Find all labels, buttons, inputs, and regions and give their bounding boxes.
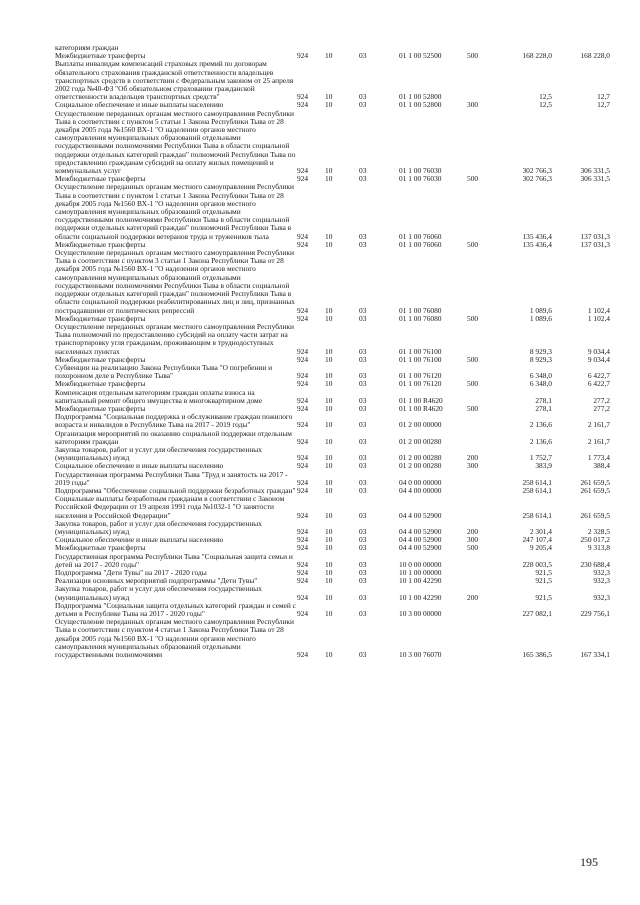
amount-year-2: 2 328,5: [587, 526, 610, 536]
expense-type-code: [467, 577, 494, 585]
section-code: [325, 44, 359, 52]
table-row: [55, 430, 610, 446]
admin-code: 924: [297, 240, 309, 249]
amount-year-1: 383,9: [535, 462, 552, 471]
table-row: [55, 462, 610, 470]
amount-year-2: 6 422,7: [587, 371, 610, 381]
target-article-code: 01 2 00 00280: [399, 462, 442, 471]
admin-code: 924: [297, 650, 309, 660]
table-row: [55, 183, 610, 240]
admin-code: 924: [297, 101, 309, 110]
expense-type-code: 500: [467, 314, 479, 323]
line-item-name: Межбюджетные трансферты: [55, 52, 146, 61]
admin-code: 924: [297, 355, 309, 364]
amount-year-2: 261 659,5: [580, 477, 610, 487]
admin-code: 924: [297, 569, 309, 577]
section-code: 10: [325, 231, 333, 241]
subsection-code: 03: [359, 346, 367, 356]
subsection-code: 03: [359, 231, 367, 241]
section-code: 10: [325, 314, 333, 323]
target-article-code: 01 1 00 R4620: [399, 404, 443, 413]
amount-year-2: 137 031,3: [580, 240, 610, 249]
expense-type-code: [467, 389, 494, 405]
line-item-name: Закупка товаров, работ и услуг для обеспечения государственных (муниципальных) нужд: [55, 445, 262, 463]
amount-year-1: 165 386,5: [522, 650, 552, 660]
line-item-name: Социальные выплаты безработным гражданам в соответствии с Законом Российской Федерации от 19 апреля 1991 года №1032-1 "О занятости населения в Российской Федерации": [55, 495, 285, 520]
subsection-code: 03: [359, 371, 367, 381]
admin-code: 924: [297, 510, 309, 520]
admin-code: 924: [297, 420, 309, 430]
expense-type-code: 500: [467, 380, 479, 389]
table-row: [55, 487, 610, 495]
target-article-code: 10 3 00 76070: [399, 650, 442, 660]
admin-code: 924: [297, 395, 309, 405]
subsection-code: 03: [359, 559, 367, 569]
subsection-code: 03: [359, 420, 367, 430]
admin-code: 924: [297, 314, 309, 323]
target-article-code: 10 1 00 42290: [399, 577, 442, 586]
amount-year-1: 278,1: [535, 404, 552, 413]
amount-year-1: [494, 44, 552, 52]
line-item-name: Межбюджетные трансферты: [55, 380, 146, 389]
line-item-name: Субвенции на реализацию Закона Республики Тыва "О погребении и похоронном деле в Республике Тыва": [55, 363, 273, 381]
table-row: [55, 553, 610, 569]
amount-year-1: 921,5: [535, 569, 552, 577]
target-article-code: 01 1 00 76080: [399, 305, 442, 315]
admin-code: 924: [297, 477, 309, 487]
amount-year-1: 8 929,3: [529, 346, 552, 356]
subsection-code: 03: [359, 436, 367, 446]
line-item-name: Государственная программа Республики Тыва "Труд и занятость на 2017 - 2019 годы": [55, 470, 288, 487]
table-row: [55, 585, 610, 601]
target-article-code: 01 1 00 76030: [399, 175, 442, 184]
amount-year-2: 250 017,2: [580, 536, 610, 545]
amount-year-1: 12,5: [539, 101, 552, 110]
line-item-name: Государственная программа Республики Тыва "Социальная защита семьи и детей на 2017 - 2020 годы": [55, 552, 293, 569]
amount-year-2: 12,7: [597, 101, 610, 110]
table-row: [55, 544, 610, 552]
section-code: 10: [325, 355, 333, 364]
line-item-name: Межбюджетные трансферты: [55, 355, 146, 364]
amount-year-2: 2 161,7: [587, 436, 610, 446]
subsection-code: 03: [359, 92, 367, 102]
amount-year-1: 258 614,1: [522, 477, 552, 487]
amount-year-2: 230 688,4: [580, 559, 610, 569]
line-item-name: Выплаты инвалидам компенсаций страховых премий по договорам обязательного страхования гражданской ответственности владельцев транспортных средств в соответствии с Федеральным законом от 25 апреля 2002 года №40-ФЗ "Об обязательном страховании гражданской ответственности владельцев транспортных средств": [55, 60, 294, 102]
table-row: [55, 405, 610, 413]
target-article-code: 01 1 00 52800: [399, 101, 442, 110]
subsection-code: 03: [359, 569, 367, 577]
subsection-code: 03: [359, 52, 367, 61]
subsection-code: 03: [359, 609, 367, 619]
amount-year-2: 9 034,4: [587, 346, 610, 356]
amount-year-2: 168 228,0: [580, 52, 610, 61]
line-item-name: Осуществление переданных органам местного самоуправления Республики Тыва в соответствии с пунктом 5 статьи 1 Закона Республики Тыва от 28 декабря 2005 года №1560 ВХ-1 "О наделении органов местного самоуправления муниципальных образований отдельными государственными полномочиями Республики Тыва в области социальной поддержки отдельных категорий граждан" полномочий Республики Тыва по предоставлению гражданам субсидий на оплату жилых помещений и коммунальных услуг: [55, 109, 296, 176]
subsection-code: 03: [359, 355, 367, 364]
section-code: 10: [325, 569, 333, 577]
admin-code: 924: [297, 592, 309, 602]
target-article-code: 04 4 00 52900: [399, 526, 442, 536]
table-row: [55, 60, 610, 101]
line-item-name: Межбюджетные трансферты: [55, 404, 146, 413]
amount-year-2: 9 313,8: [587, 544, 610, 553]
line-item-name: Подпрограмма "Социальная поддержка и обслуживание граждан пожилого возраста и инвалидов в Республике Тыва на 2017 - 2019 годы": [55, 413, 293, 430]
section-code: 10: [325, 404, 333, 413]
expense-type-code: 500: [467, 404, 479, 413]
admin-code: 924: [297, 544, 309, 553]
table-row: [55, 577, 610, 585]
section-code: 10: [325, 420, 333, 430]
table-row: [55, 175, 610, 183]
section-code: 10: [325, 166, 333, 176]
subsection-code: 03: [359, 240, 367, 249]
admin-code: 924: [297, 486, 309, 495]
target-article-code: 01 1 00 76100: [399, 355, 442, 364]
table-row: [55, 389, 610, 405]
amount-year-1: 6 348,0: [529, 380, 552, 389]
amount-year-1: 1 752,7: [529, 453, 552, 463]
amount-year-2: 167 334,1: [580, 650, 610, 660]
target-article-code: 10 3 00 00000: [399, 609, 442, 619]
amount-year-2: 932,3: [593, 569, 610, 577]
admin-code: 924: [297, 462, 309, 471]
expense-type-code: 200: [467, 592, 479, 602]
section-code: 10: [325, 380, 333, 389]
subsection-code: 03: [359, 380, 367, 389]
table-row: [55, 520, 610, 536]
section-code: 10: [325, 52, 333, 61]
table-row: [55, 110, 610, 176]
amount-year-2: 6 422,7: [587, 380, 610, 389]
amount-year-1: 1 089,6: [529, 314, 552, 323]
amount-year-2: 306 331,5: [580, 166, 610, 176]
target-article-code: 01 2 00 00280: [399, 453, 442, 463]
section-code: 10: [325, 305, 333, 315]
line-item-name: Закупка товаров, работ и услуг для обеспечения государственных (муниципальных) нужд: [55, 585, 262, 602]
target-article-code: 01 1 00 76120: [399, 380, 442, 389]
expense-type-code: [467, 471, 494, 487]
target-article-code: 04 4 00 52900: [399, 536, 442, 545]
amount-year-1: 8 929,3: [529, 355, 552, 364]
section-code: 10: [325, 453, 333, 463]
expense-type-code: [467, 618, 494, 659]
amount-year-2: 261 659,5: [580, 510, 610, 520]
section-code: 10: [325, 577, 333, 586]
subsection-code: 03: [359, 486, 367, 495]
table-row: [55, 602, 610, 618]
amount-year-2: 277,2: [593, 404, 610, 413]
expense-type-code: [467, 183, 494, 240]
budget-table: [55, 44, 610, 659]
expense-type-code: 500: [467, 175, 479, 184]
target-article-code: 04 4 00 52900: [399, 510, 442, 520]
admin-code: 924: [297, 536, 309, 545]
admin-code: 924: [297, 92, 309, 102]
target-article-code: 04 0 00 00000: [399, 477, 442, 487]
expense-type-code: 300: [467, 462, 479, 471]
section-code: 10: [325, 346, 333, 356]
table-row: [55, 618, 610, 659]
line-item-name: Осуществление переданных органам местного самоуправления Республики Тыва в соответствии с пунктом 3 статьи 1 Закона Республики Тыва от 28 декабря 2005 года №1560 ВХ-1 "О наделении органов местного самоуправления муниципальных образований отдельными государственными полномочиями Республики Тыва в области социальной поддержки отдельных категорий граждан" полномочий Республики Тыва в области социальной поддержки реабилитированных лиц и лиц, признанных пострадавшими от политических репрессий: [55, 249, 295, 315]
section-code: 10: [325, 395, 333, 405]
target-article-code: 01 2 00 00000: [399, 420, 442, 430]
line-item-name: Социальное обеспечение и иные выплаты населению: [55, 462, 224, 471]
amount-year-2: 1 773,4: [587, 453, 610, 463]
amount-year-1: 6 348,0: [529, 371, 552, 381]
amount-year-1: 2 136,6: [529, 420, 552, 430]
amount-year-1: 278,1: [535, 395, 552, 405]
table-row: [55, 241, 610, 249]
amount-year-2: 306 331,5: [580, 175, 610, 184]
line-item-name: Осуществление переданных органам местного самоуправления Республики Тыва в соответствии с пунктом 1 статьи 1 Закона Республики Тыва от 28 декабря 2005 года №1560 ВХ-1 "О наделении органов местного самоуправления муниципальных образований отдельными государственными полномочиями Республики Тыва в области социальной поддержки отдельных категорий граждан" полномочий Республики Тыва в области социальной поддержки ветеранов труда и тружеников тыла: [55, 183, 294, 241]
amount-year-2: 932,3: [593, 577, 610, 586]
amount-year-1: 228 003,5: [522, 559, 552, 569]
amount-year-1: 921,5: [535, 577, 552, 586]
line-item-name: Подпрограмма "Обеспечение социальной поддержки безработных граждан": [55, 486, 296, 495]
amount-year-1: 1 089,6: [529, 305, 552, 315]
subsection-code: 03: [359, 404, 367, 413]
line-item-name: Реализация основных мероприятий подпрограммы "Дети Тувы": [55, 577, 258, 586]
expense-type-code: [467, 60, 494, 101]
line-item-name: Межбюджетные трансферты: [55, 544, 146, 553]
amount-year-2: 1 102,4: [587, 305, 610, 315]
table-row: [55, 356, 610, 364]
expense-type-code: 500: [467, 240, 479, 249]
amount-year-2: [552, 44, 610, 52]
subsection-code: 03: [359, 395, 367, 405]
table-row: [55, 413, 610, 429]
subsection-code: 03: [359, 592, 367, 602]
admin-code: 924: [297, 577, 309, 586]
expense-type-code: [467, 364, 494, 380]
amount-year-2: 1 102,4: [587, 314, 610, 323]
admin-code: 924: [297, 346, 309, 356]
line-item-name: Организация мероприятий по оказанию социальной поддержки отдельным категориям граждан: [55, 429, 292, 446]
line-item-name: Компенсация отдельным категориям граждан оплаты взноса на капитальный ремонт общего имущества в многоквартирном доме: [55, 388, 262, 405]
line-item-name: категориям граждан: [55, 44, 119, 52]
section-code: 10: [325, 510, 333, 520]
admin-code: 924: [297, 404, 309, 413]
expense-type-code: [467, 323, 494, 356]
amount-year-2: 932,3: [593, 592, 610, 602]
subsection-code: 03: [359, 650, 367, 660]
target-article-code: 01 1 00 76120: [399, 371, 442, 381]
target-article-code: 01 1 00 76060: [399, 240, 442, 249]
amount-year-2: 229 756,1: [580, 609, 610, 619]
subsection-code: 03: [359, 305, 367, 315]
table-row: [55, 364, 610, 380]
amount-year-2: 388,4: [593, 462, 610, 471]
table-row: [55, 569, 610, 577]
expense-type-code: 300: [467, 536, 479, 545]
section-code: 10: [325, 544, 333, 553]
line-item-name: Социальное обеспечение и иные выплаты населению: [55, 101, 224, 110]
admin-code: 924: [297, 453, 309, 463]
target-article-code: 04 4 00 00000: [399, 486, 442, 495]
target-article-code: 01 1 00 76080: [399, 314, 442, 323]
line-item-name: Осуществление переданных органам местного самоуправления Республики Тыва полномочий по предоставлению субсидий на оплату части затрат на транспортировку угля гражданам, проживающим в труднодоступных населенных пунктах: [55, 322, 294, 356]
table-row: [55, 52, 610, 60]
line-item-name: Осуществление переданных органам местного самоуправления Республики Тыва в соответствии с пунктом 4 статьи 1 Закона Республики Тыва от 28 декабря 2005 года №1560 ВХ-1 "О наделении органов местного самоуправления муниципальных образований отдельными государственными полномочиями: [55, 618, 294, 660]
expense-type-code: [467, 430, 494, 446]
subsection-code: 03: [359, 477, 367, 487]
section-code: 10: [325, 371, 333, 381]
amount-year-1: 302 766,3: [522, 175, 552, 184]
subsection-code: 03: [359, 526, 367, 536]
amount-year-2: 277,2: [593, 395, 610, 405]
expense-type-code: [467, 487, 494, 495]
admin-code: [297, 44, 325, 52]
amount-year-1: 2 301,4: [529, 526, 552, 536]
admin-code: 924: [297, 175, 309, 184]
section-code: 10: [325, 526, 333, 536]
section-code: 10: [325, 536, 333, 545]
section-code: 10: [325, 592, 333, 602]
expense-type-code: [467, 249, 494, 315]
subsection-code: 03: [359, 544, 367, 553]
expense-type-code: [467, 495, 494, 520]
admin-code: 924: [297, 231, 309, 241]
subsection-code: 03: [359, 175, 367, 184]
admin-code: 924: [297, 526, 309, 536]
section-code: 10: [325, 240, 333, 249]
amount-year-1: 9 205,4: [529, 544, 552, 553]
section-code: 10: [325, 650, 333, 660]
admin-code: 924: [297, 609, 309, 619]
expense-type-code: 500: [467, 52, 479, 61]
amount-year-2: 261 659,5: [580, 486, 610, 495]
line-item-name: Межбюджетные трансферты: [55, 175, 146, 184]
target-article-code: 10 0 00 00000: [399, 559, 442, 569]
table-row: [55, 44, 610, 52]
table-row: [55, 323, 610, 356]
subsection-code: 03: [359, 462, 367, 471]
expense-type-code: [467, 413, 494, 429]
expense-type-code: [467, 569, 494, 577]
expense-type-code: [467, 44, 494, 52]
section-code: 10: [325, 477, 333, 487]
subsection-code: 03: [359, 536, 367, 545]
table-row: [55, 471, 610, 487]
table-row: [55, 249, 610, 315]
amount-year-1: 247 107,4: [522, 536, 552, 545]
subsection-code: 03: [359, 453, 367, 463]
admin-code: 924: [297, 371, 309, 381]
target-article-code: 01 1 00 76100: [399, 346, 442, 356]
target-article-code: 01 1 00 52500: [399, 52, 442, 61]
amount-year-1: 2 136,6: [529, 436, 552, 446]
amount-year-2: 2 161,7: [587, 420, 610, 430]
section-code: 10: [325, 101, 333, 110]
target-article-code: 10 1 00 00000: [399, 569, 442, 577]
amount-year-1: 302 766,3: [522, 166, 552, 176]
target-article-code: 01 1 00 52800: [399, 92, 442, 102]
expense-type-code: 200: [467, 453, 479, 463]
line-item-name: Закупка товаров, работ и услуг для обеспечения государственных (муниципальных) нужд: [55, 519, 262, 536]
target-article-code: 01 1 00 76030: [399, 166, 442, 176]
amount-year-2: 137 031,3: [580, 231, 610, 241]
expense-type-code: 500: [467, 544, 479, 553]
admin-code: 924: [297, 52, 309, 61]
expense-type-code: 200: [467, 526, 479, 536]
line-item-name: Подпрограмма "Социальная защита отдельных категорий граждан и семей с детьми в Республике Тыва на 2017 - 2020 годы": [55, 601, 296, 619]
expense-type-code: [467, 602, 494, 618]
subsection-code: 03: [359, 577, 367, 586]
line-item-name: Подпрограмма "Дети Тувы" на 2017 - 2020 годы: [55, 569, 207, 577]
amount-year-1: 227 082,1: [522, 609, 552, 619]
admin-code: 924: [297, 436, 309, 446]
line-item-name: Межбюджетные трансферты: [55, 240, 146, 249]
target-article-code: 10 1 00 42290: [399, 592, 442, 602]
amount-year-1: 168 228,0: [522, 52, 552, 61]
subsection-code: 03: [359, 510, 367, 520]
amount-year-2: 12,7: [597, 92, 610, 102]
section-code: 10: [325, 559, 333, 569]
table-row: [55, 536, 610, 544]
amount-year-1: 135 436,4: [522, 231, 552, 241]
admin-code: 924: [297, 305, 309, 315]
subsection-code: 03: [359, 101, 367, 110]
line-item-name: Межбюджетные трансферты: [55, 314, 146, 323]
amount-year-2: 9 034,4: [587, 355, 610, 364]
subsection-code: 03: [359, 166, 367, 176]
page-number: 195: [580, 855, 598, 869]
table-row: [55, 315, 610, 323]
target-article-code: 04 4 00 52900: [399, 544, 442, 553]
table-row: [55, 495, 610, 520]
amount-year-1: 135 436,4: [522, 240, 552, 249]
target-article-code: 01 1 00 76060: [399, 231, 442, 241]
section-code: 10: [325, 92, 333, 102]
section-code: 10: [325, 462, 333, 471]
table-row: [55, 380, 610, 388]
table-row: [55, 446, 610, 462]
subsection-code: [359, 44, 399, 52]
expense-type-code: [467, 110, 494, 176]
section-code: 10: [325, 436, 333, 446]
admin-code: 924: [297, 166, 309, 176]
target-article-code: 01 2 00 00280: [399, 436, 442, 446]
target-article-code: 01 1 00 R4620: [399, 395, 443, 405]
table-row: [55, 101, 610, 109]
line-item-name: Социальное обеспечение и иные выплаты населению: [55, 536, 224, 545]
target-article-code: [399, 44, 467, 52]
admin-code: 924: [297, 559, 309, 569]
subsection-code: 03: [359, 314, 367, 323]
expense-type-code: 500: [467, 355, 479, 364]
section-code: 10: [325, 609, 333, 619]
amount-year-1: 258 614,1: [522, 510, 552, 520]
section-code: 10: [325, 486, 333, 495]
budget-table-body: [55, 44, 610, 659]
expense-type-code: [467, 553, 494, 569]
amount-year-1: 921,5: [535, 592, 552, 602]
admin-code: 924: [297, 380, 309, 389]
amount-year-1: 258 614,1: [522, 486, 552, 495]
expense-type-code: 300: [467, 101, 479, 110]
section-code: 10: [325, 175, 333, 184]
amount-year-1: 12,5: [539, 92, 552, 102]
